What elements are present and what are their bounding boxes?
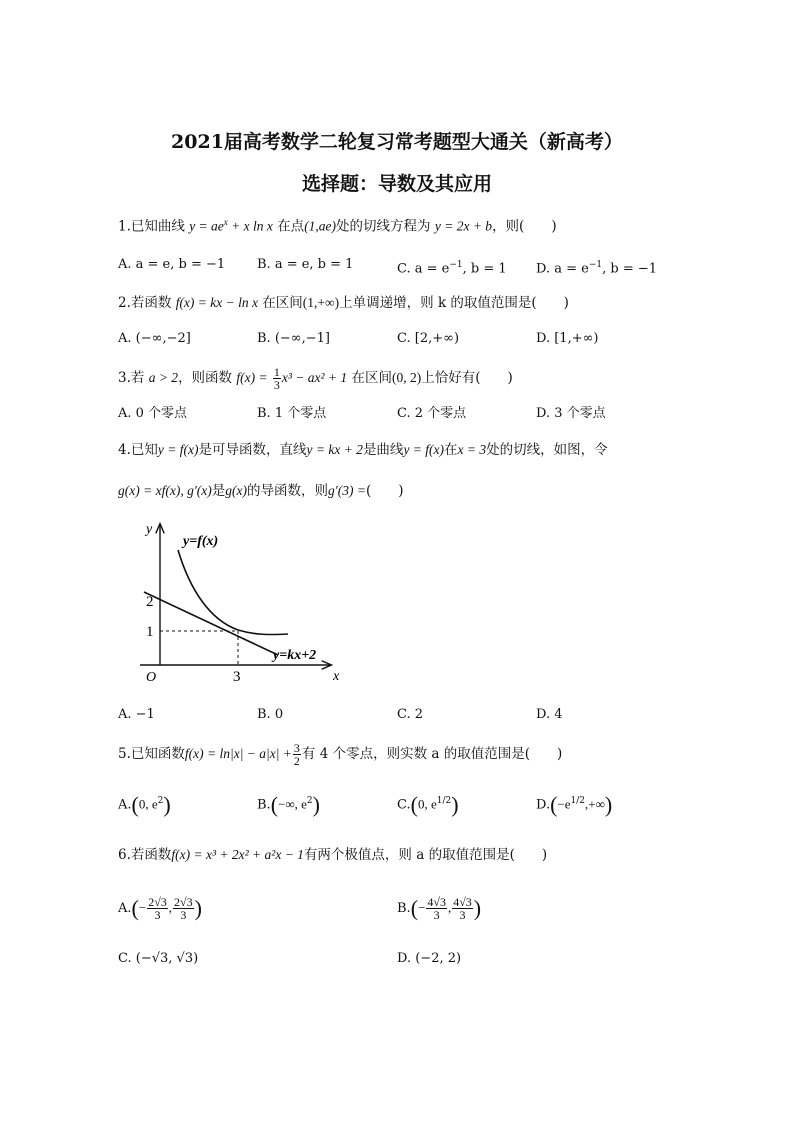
- q4-func: y = f(x): [157, 442, 199, 457]
- q2-option-a: A. (−∞,−2]: [118, 331, 191, 346]
- q4-option-a: A. −1: [118, 707, 155, 722]
- q6-option-b-frac1: [426, 896, 447, 921]
- curve-label: y=f(x): [183, 534, 219, 549]
- q3-interval: (0, 2): [391, 370, 422, 385]
- q4-mid1: 是可导函数，直线: [198, 442, 307, 458]
- q5-frac-den: 2: [293, 754, 300, 768]
- tick-label-x3: 3: [233, 669, 241, 685]
- q6-func: f(x) = x³ + 2x² + a²x − 1: [171, 847, 304, 862]
- q6-option-a-frac1: [147, 896, 168, 921]
- q6-option-b-d2: 3: [459, 908, 466, 922]
- page-title: 2021届高考数学二轮复习常考题型大通关（新高考）: [171, 131, 623, 153]
- q3-mid2: 在区间: [351, 370, 392, 386]
- q6-prefix: 6.若函数: [118, 847, 172, 863]
- q3-option-b: B. 1 个零点: [257, 406, 327, 421]
- q2-option-b: B. (−∞,−1]: [257, 331, 330, 346]
- q2-interval: (1,+∞): [302, 295, 340, 310]
- q5-option-d-label: D.: [536, 797, 551, 813]
- question-5: [118, 742, 562, 767]
- tick-label-y1: 1: [146, 624, 154, 640]
- q5-option-d-rest: ,+∞: [585, 796, 605, 812]
- q6-option-a: A.(− $\frac{2√3}{3}$ , $\frac{2√3}{3}$ ): [118, 895, 202, 922]
- q1-mid1: 在点: [277, 218, 305, 235]
- page-subtitle: 选择题：导数及其应用: [301, 173, 492, 195]
- q6-option-a-d1: 3: [154, 908, 161, 922]
- q5-option-a-sup: 2: [157, 796, 164, 806]
- q6-option-a-n1: 2√3: [148, 895, 167, 909]
- q1-point: (1,ae): [304, 218, 337, 234]
- q5-option-d-sup: 1/2: [570, 796, 586, 806]
- q1-option-d-rest: , b = −1: [602, 261, 658, 277]
- q6-option-b-d1: 3: [433, 908, 440, 922]
- q1-option-c: [397, 256, 507, 278]
- q3-func-rest: x³ − ax² + 1: [281, 370, 348, 385]
- q1-end: ，则( ): [492, 218, 557, 235]
- q6-option-b-n1: 4√3: [427, 895, 446, 909]
- q1-option-d: [536, 256, 657, 278]
- q2-func: f(x) = kx − ln x: [175, 295, 258, 310]
- q6-option-a-frac2: [173, 896, 194, 921]
- x-axis-label: x: [333, 669, 340, 684]
- q4-val: g′(3) =: [328, 483, 366, 498]
- tick-label-y2: 2: [146, 594, 154, 610]
- q6-option-a-label: A.: [118, 901, 132, 916]
- q1-option-d-sup: −1: [588, 260, 603, 270]
- q4-option-d: D. 4: [536, 707, 563, 722]
- q4-mid2: 是曲线: [362, 442, 404, 458]
- q3-func-lhs: f(x) =: [236, 370, 268, 385]
- q1-curve-rest: + x ln x: [227, 218, 273, 234]
- q3-option-c: C. 2 个零点: [397, 406, 467, 421]
- q3-mid1: ，则函数: [178, 370, 233, 386]
- origin-label: O: [146, 670, 157, 685]
- q3-option-a: A. 0 个零点: [118, 406, 188, 421]
- q4-g: g(x) = xf(x), g′(x): [118, 483, 212, 498]
- q5-frac-num: 3: [293, 741, 300, 755]
- q5-option-a-label: A.: [118, 797, 132, 813]
- q6-option-b-frac2: [452, 896, 473, 921]
- q2-option-c: C. [2,+∞): [397, 331, 460, 346]
- q3-end: 上恰好有( ): [421, 370, 513, 386]
- q2-mid: 在区间: [262, 295, 303, 311]
- line-label: y=kx+2: [273, 648, 317, 663]
- q6-option-d: D. (−2, 2): [397, 951, 462, 966]
- q5-option-d-value: −e: [557, 796, 571, 812]
- q4-line2-mid2: 的导函数，则: [247, 483, 328, 499]
- q1-curve: y = ae: [189, 218, 224, 234]
- q3-option-d: D. 3 个零点: [536, 406, 606, 421]
- q4-prefix: 4.已知: [118, 442, 158, 458]
- q4-line2-end: ( ): [365, 483, 404, 499]
- q5-option-d: $D.(-e^{1/2},+\infty)$: [536, 791, 613, 817]
- q5-option-c-sup: 1/2: [436, 796, 452, 806]
- question-1: [118, 213, 557, 236]
- q1-option-a: A. a = e, b = −1: [118, 257, 226, 272]
- q6-option-b-label: B.: [397, 901, 411, 916]
- q1-option-d-text: D. a = e: [536, 261, 589, 277]
- q1-option-b: B. a = e, b = 1: [257, 257, 354, 272]
- q5-option-b: B.(−∞, $e^2$): [257, 791, 320, 817]
- q6-option-b-n2: 4√3: [453, 895, 472, 909]
- q2-end: 上单调递增，则 k 的取值范围是( ): [339, 295, 569, 311]
- question-3: [118, 366, 513, 391]
- q1-option-c-rest: , b = 1: [462, 261, 507, 277]
- q1-curve-sup: x: [223, 217, 228, 227]
- q5-fraction: [293, 742, 301, 767]
- q1-prefix: 1.已知曲线: [118, 218, 185, 235]
- curve-fx: [178, 550, 288, 635]
- q3-cond: a > 2: [148, 370, 179, 385]
- q4-figure: [130, 515, 350, 690]
- q3-frac-num: 1: [273, 365, 280, 379]
- q3-fraction: [273, 366, 281, 391]
- q5-option-b-value: −∞, e: [278, 796, 307, 812]
- q1-option-c-sup: −1: [449, 260, 463, 270]
- q2-prefix: 2.若函数: [118, 295, 172, 311]
- q5-prefix: 5.已知函数: [118, 746, 185, 762]
- q6-option-a-n2: 2√3: [174, 895, 193, 909]
- q6-option-b: B.(− $\frac{4√3}{3}$ , $\frac{4√3}{3}$ ): [397, 895, 482, 922]
- q4-option-b: B. 0: [257, 707, 284, 722]
- q6-option-a-d2: 3: [180, 908, 187, 922]
- q1-option-c-text: C. a = e: [397, 261, 450, 277]
- q4-line: y = kx + 2: [306, 442, 363, 457]
- q4-curve: y = f(x): [403, 442, 445, 457]
- q5-option-a-value: 0, e: [138, 796, 158, 812]
- q4-option-c: C. 2: [397, 707, 424, 722]
- q4-end: 处的切线，如图，令: [486, 442, 608, 458]
- q1-mid2: 处的切线方程为: [336, 218, 431, 235]
- q5-option-c: C.(0, $e^{1/2}$): [397, 791, 459, 817]
- q4-gx: g(x): [225, 483, 247, 498]
- question-4-line-1: [118, 441, 608, 459]
- q5-end: 有 4 个零点，则实数 a 的取值范围是( ): [301, 746, 563, 762]
- q4-x: x = 3: [457, 442, 487, 457]
- y-axis-label: y: [146, 522, 153, 537]
- q5-option-c-label: C.: [397, 797, 411, 813]
- tangent-line: [144, 592, 278, 655]
- q6-option-c: C. (−√3, √3): [118, 951, 199, 966]
- q5-func: f(x) = ln|x| − a|x| +: [184, 746, 292, 761]
- q1-tangent: y = 2x + b: [434, 218, 493, 234]
- q3-prefix: 3.若: [118, 370, 145, 386]
- q6-end: 有两个极值点，则 a 的取值范围是( ): [303, 847, 548, 863]
- q4-line2-mid: 是: [211, 483, 226, 499]
- q2-option-d: D. [1,+∞): [536, 331, 599, 346]
- q5-option-b-label: B.: [257, 797, 271, 813]
- question-2: [118, 294, 569, 312]
- q3-frac-den: 3: [273, 378, 280, 392]
- q5-option-c-value: 0, e: [417, 796, 437, 812]
- question-6: [118, 846, 547, 864]
- question-4-line-2: [118, 482, 403, 500]
- q5-option-b-sup: 2: [306, 796, 313, 806]
- q4-mid3: 在: [444, 442, 458, 458]
- q5-option-a: A.(0, $e^2$): [118, 791, 171, 817]
